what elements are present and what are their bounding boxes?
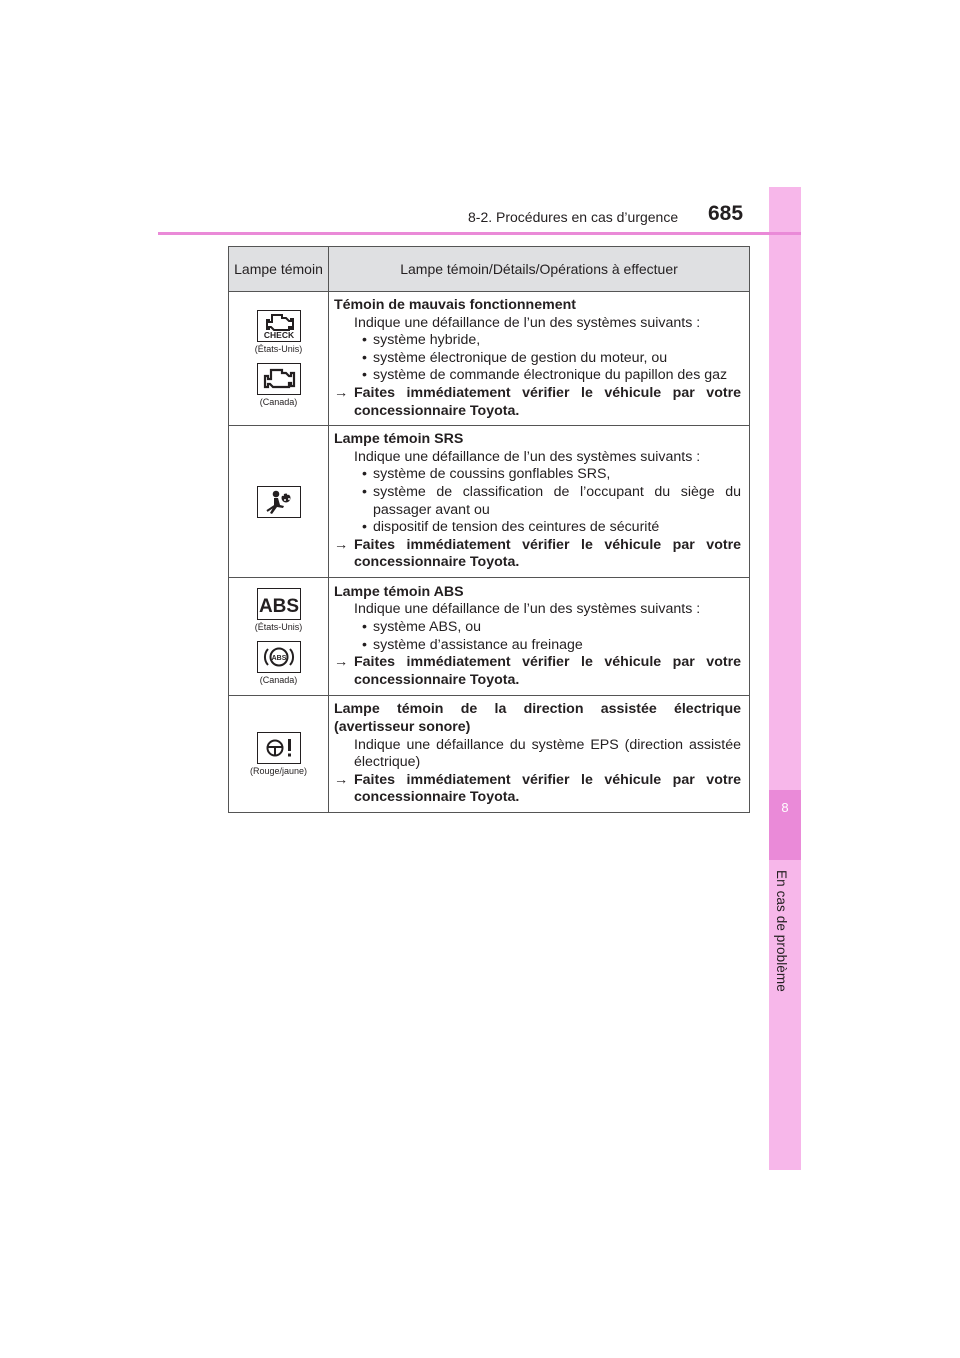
icon-label: (Canada)	[259, 674, 298, 685]
lamp-description: Indique une défaillance du système EPS (direction assistée électrique)	[354, 736, 741, 771]
header-rule	[158, 232, 801, 235]
list-item: • dispositif de tension des ceintures de sécurité	[362, 519, 741, 537]
eps-steering-icon	[257, 732, 301, 764]
icon-label: (Canada)	[259, 396, 298, 407]
action-text: → Faites immédiatement vérifier le véhicule par votre concessionnaire Toyota.	[334, 654, 741, 688]
arrow-icon: →	[334, 771, 349, 788]
arrow-icon: →	[334, 384, 349, 401]
table-header-row	[229, 247, 750, 292]
abs-text: ABS	[271, 654, 286, 662]
icon-label: (États-Unis)	[254, 343, 303, 354]
list-item: • système de classification de l’occupant du siège du passager avant ou	[362, 484, 741, 519]
engine-icon	[257, 363, 301, 395]
check-engine-icon	[257, 310, 301, 342]
icon-label: (Rouge/jaune)	[249, 765, 308, 776]
table-row	[229, 292, 750, 426]
abs-text: ABS	[258, 595, 299, 617]
arrow-icon: →	[334, 654, 349, 671]
icon-cell	[229, 292, 329, 426]
system-list	[334, 619, 741, 654]
icon-cell	[229, 578, 329, 696]
column-header-details: Lampe témoin/Détails/Opérations à effectuer	[329, 247, 750, 292]
details-cell	[329, 578, 750, 696]
list-item: • système d’assistance au freinage	[362, 637, 741, 655]
table-row	[229, 578, 750, 696]
list-item: • système ABS, ou	[362, 619, 741, 637]
lamp-description: Indique une défaillance de l’un des systèmes suivants :	[354, 314, 701, 331]
list-item: • système de coussins gonflables SRS,	[362, 466, 741, 484]
list-item: • système de commande électronique du papillon des gaz	[362, 367, 741, 385]
icon-cell	[229, 696, 329, 813]
chapter-name: En cas de problème	[774, 870, 789, 992]
lamp-title: Lampe témoin SRS	[334, 431, 464, 448]
list-item: • système électronique de gestion du moteur, ou	[362, 350, 741, 368]
action-text: → Faites immédiatement vérifier le véhicule par votre concessionnaire Toyota.	[334, 536, 741, 571]
srs-airbag-icon	[257, 486, 301, 518]
lamp-description: Indique une défaillance de l’un des systèmes suivants :	[354, 448, 701, 465]
table-row	[229, 426, 750, 578]
check-text: CHECK	[263, 329, 294, 340]
details-cell	[329, 696, 750, 813]
details-cell	[329, 292, 750, 426]
abs-text-icon	[257, 588, 301, 620]
lamp-title: Lampe témoin de la direction assistée électrique (avertisseur sonore)	[334, 701, 741, 735]
arrow-icon: →	[334, 536, 349, 553]
warning-lamp-table	[228, 246, 750, 813]
chapter-side-tab	[769, 187, 801, 1170]
list-item: • système hybride,	[362, 332, 741, 350]
icon-cell	[229, 426, 329, 578]
system-list	[334, 332, 741, 385]
lamp-description: Indique une défaillance de l’un des systèmes suivants :	[354, 601, 701, 618]
table-row	[229, 696, 750, 813]
system-list	[334, 466, 741, 536]
column-header-lamp: Lampe témoin	[229, 247, 329, 292]
page-number: 685	[708, 202, 744, 225]
action-text: → Faites immédiatement vérifier le véhicule par votre concessionnaire Toyota.	[334, 384, 741, 419]
lamp-title: Lampe témoin ABS	[334, 583, 464, 600]
abs-circle-icon	[257, 641, 301, 673]
section-title: 8-2. Procédures en cas d’urgence	[468, 209, 679, 225]
action-text: → Faites immédiatement vérifier le véhicule par votre concessionnaire Toyota.	[334, 771, 741, 806]
icon-label: (États-Unis)	[254, 621, 303, 632]
lamp-title: Témoin de mauvais fonctionnement	[334, 297, 577, 313]
chapter-number: 8	[781, 800, 789, 815]
details-cell	[329, 426, 750, 578]
